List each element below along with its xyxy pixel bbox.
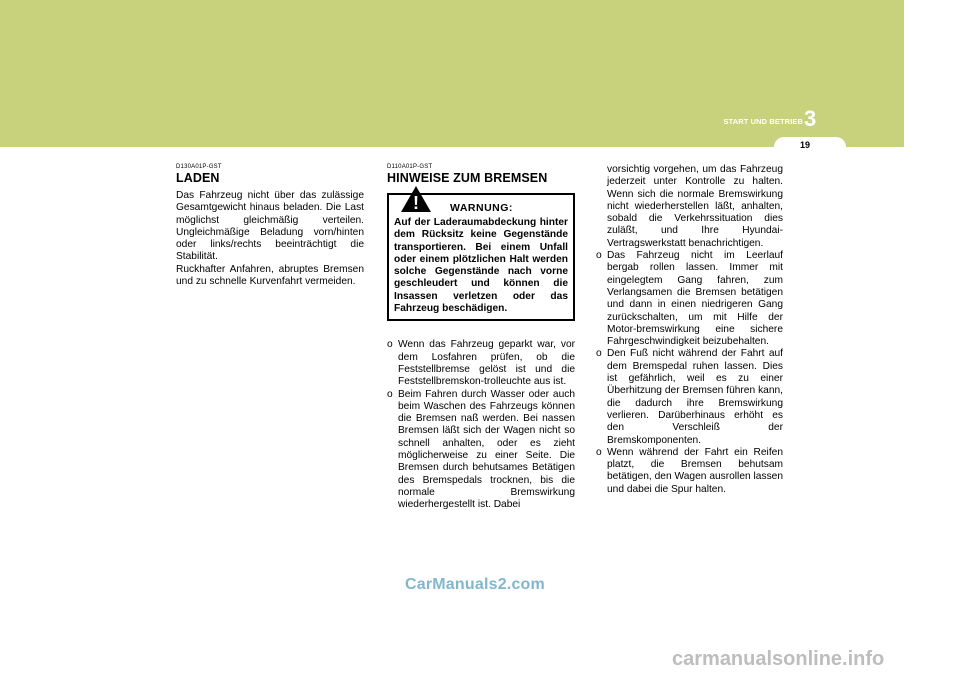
warning-header [394,193,568,217]
list-item-text: Das Fahrzeug nicht im Leerlauf bergab rollen lassen. Immer mit eingelegtem Gang fahren, zum Verlangsamen die Bremsen betätigen und dann in einen niedrigeren Gang zurückschalten, um mit Hilfe der Motor-bremswirkung eine sichere Fahrgeschwindigkeit beizubehalten. [607,250,783,348]
bullet-mark: o [596,250,602,262]
column-loading [176,164,364,288]
section-heading: HINWEISE ZUM BREMSEN [387,171,548,185]
list-item-text: Beim Fahren durch Wasser oder auch beim Waschen des Fahrzeugs können die Bremsen naß werden. Bei nassen Bremsen läßt sich der Wagen nicht so schnell anhalten, oder es zieht möglicherweise zu einer Seite. Die Bremsen durch behutsames Betätigen des Bremspedals trocknen, bis die normale Bremswirkung wiederhergestellt ist. Dabei [398,388,575,511]
bullet-list [387,339,575,511]
section-code: D110A01P-GST [387,164,433,170]
page-number: 19 [799,140,810,150]
list-item-text: Wenn während der Fahrt ein Reifen platzt, die Bremsen behutsam betätigen, den Wagen ausrollen lassen und dabei die Spur halten. [607,446,783,495]
list-item [596,447,783,496]
footer-watermark[interactable]: carmanualsonline.info [672,648,885,670]
warning-triangle-icon [400,185,432,213]
bullet-mark: o [596,446,602,458]
carmanuals-watermark[interactable]: CarManuals2.com [405,576,545,593]
bullet-list [596,250,783,496]
paragraph: Das Fahrzeug nicht über das zulässige Gesamtgewicht hinaus beladen. Die Last möglichst gleichmäßig verteilen. Ungleichmäßige Beladung vorn/hinten oder links/rechts beeinträchtigt die Stabilität. [176,190,364,263]
warning-box [387,193,575,321]
list-item-text: Wenn das Fahrzeug geparkt war, vor dem Losfahren prüfen, ob die Feststellbremse gelöst ist und die Feststellbremskon-trolleuchte aus ist. [398,339,575,388]
bullet-mark: o [596,348,602,360]
column-braking-continued [596,164,783,496]
warning-symbol: ! [413,193,419,213]
bullet-mark: o [387,388,393,400]
warning-title: WARNUNG: [450,202,513,214]
chapter-title: START UND BETRIEB [723,117,803,126]
section-heading: LADEN [176,171,220,185]
paragraph: Ruckhafter Anfahren, abruptes Bremsen und zu schnelle Kurvenfahrt vermeiden. [176,263,364,288]
warning-text: Auf der Laderaumabdeckung hinter dem Rücksitz keine Gegenstände transportieren. Bei einem Unfall oder einem plötzlichen Halt werden solche Gegenstände nach vorne geschleudert und können die Insassen verletzen oder das Fahrzeug beschädigen. [394,217,568,315]
bullet-mark: o [387,339,393,351]
list-item [596,348,783,446]
list-item [387,389,575,512]
chapter-number: 3 [804,106,817,131]
list-item [596,250,783,348]
section-code: D130A01P-GST [176,164,222,170]
column-braking [387,164,575,512]
list-item [387,339,575,388]
continuation-text: vorsichtig vorgehen, um das Fahrzeug jederzeit unter Kontrolle zu halten. Wenn sich die normale Bremswirkung nicht wiederherstellen läßt, anhalten, sobald die Verkehrssituation dies zuläßt, und Ihre Hyundai-Vertragswerkstatt benachrichtigen. [607,164,783,249]
list-item-text: Den Fuß nicht während der Fahrt auf dem Bremspedal ruhen lassen. Dies ist gefährlich, weil es zu einer Überhitzung der Bremsen führen kann, die dadurch ihre Bremswirkung verlieren. Darüberhinaus erhöht es den Verschleiß der Bremskomponenten. [607,348,783,446]
